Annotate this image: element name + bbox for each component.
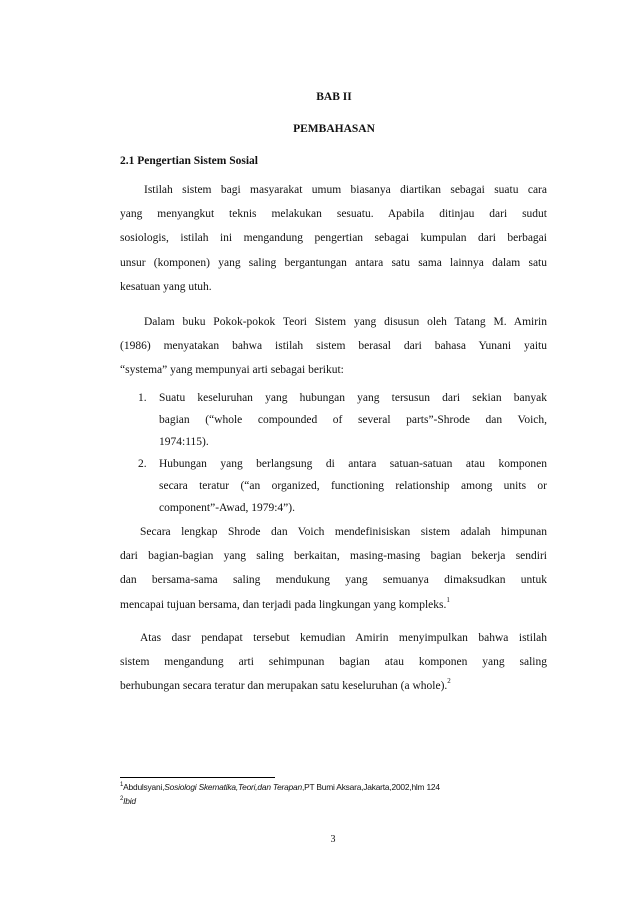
footnote-mark: 1	[120, 782, 124, 788]
chapter-title: PEMBAHASAN	[293, 123, 375, 135]
footnote-separator	[120, 777, 275, 778]
footnote-text: Ibid	[123, 796, 136, 806]
list-item-line: secara teratur (“an organized, functioning relationship among units or	[159, 480, 547, 492]
footnote-ref: 1	[446, 595, 450, 604]
paragraph-line: Secara lengkap Shrode dan Voich mendefinisiskan sistem adalah himpunan	[140, 526, 547, 538]
paragraph-4	[120, 626, 547, 699]
list-item-number: 2.	[138, 458, 147, 470]
paragraph-line: Istilah sistem bagi masyarakat umum biasanya diartikan sebagai suatu cara	[144, 184, 547, 196]
footnote-title: Sosiologi Skematika,Teori,dan Terapan	[164, 782, 302, 792]
footnote-1	[120, 782, 440, 792]
paragraph-line: sistem mengandung arti sehimpunan bagian atau komponen yang saling	[120, 656, 547, 669]
paragraph-3	[120, 520, 547, 617]
list-item-number: 1.	[138, 392, 147, 404]
section-heading: 2.1 Pengertian Sistem Sosial	[120, 155, 258, 167]
footnote-ref: 2	[447, 677, 451, 686]
paragraph-line: dari bagian-bagian yang saling berkaitan, masing-masing bagian bekerja sendiri	[120, 550, 547, 563]
list-item-line: Hubungan yang berlangsung di antara satuan-satuan atau komponen	[159, 458, 547, 470]
list-item-line: component”-Awad, 1979:4”).	[159, 502, 295, 514]
paragraph-line: mencapai tujuan bersama, dan terjadi pada lingkungan yang kompleks.$^1$	[120, 595, 450, 611]
list-item-line: bagian (“whole compounded of several parts”-Shrode dan Voich,	[159, 414, 547, 426]
paragraph-line: berhubungan secara teratur dan merupakan satu keseluruhan (a whole).$^2$	[120, 677, 451, 693]
paragraph-line: kesatuan yang utuh.	[120, 280, 212, 293]
footnote-mark: 2	[120, 796, 124, 802]
numbered-list	[138, 387, 547, 519]
list-item-line: Suatu keseluruhan yang hubungan yang tersusun dari sekian banyak	[159, 392, 547, 404]
paragraph-line: “systema” yang mempunyai arti sebagai berikut:	[120, 364, 344, 377]
paragraph-1	[120, 178, 547, 299]
footnote-2	[120, 796, 136, 806]
list-item	[138, 453, 547, 519]
list-item-line: 1974:115).	[159, 436, 209, 448]
page-number: 3	[330, 834, 336, 845]
paragraph-line: Atas dasr pendapat tersebut kemudian Amirin menyimpulkan bahwa istilah	[140, 632, 547, 644]
paragraph-line: dan bersama-sama saling mendukung yang semuanya dimaksudkan untuk	[120, 574, 547, 587]
footnote-publisher: ,PT Bumi Aksara,Jakarta,2002,hlm 124	[301, 782, 440, 792]
list-item	[138, 387, 547, 453]
paragraph-line: unsur (komponen) yang saling bergantungan antara satu sama lainnya dalam satu	[120, 256, 547, 269]
paragraph-line: Dalam buku Pokok-pokok Teori Sistem yang disusun oleh Tatang M. Amirin	[144, 316, 547, 328]
paragraph-line: yang menyangkut teknis melakukan sesuatu. Apabila ditinjau dari sudut	[120, 208, 547, 221]
footnote-author: Abdulsyani,	[123, 782, 165, 792]
paragraph-line: sosiologis, istilah ini mengandung pengertian sebagai kumpulan dari berbagai	[120, 232, 547, 245]
chapter-number: BAB II	[316, 91, 352, 103]
paragraph-line: (1986) menyatakan bahwa istilah sistem berasal dari bahasa Yunani yaitu	[120, 340, 547, 353]
paragraph-2	[120, 310, 547, 383]
